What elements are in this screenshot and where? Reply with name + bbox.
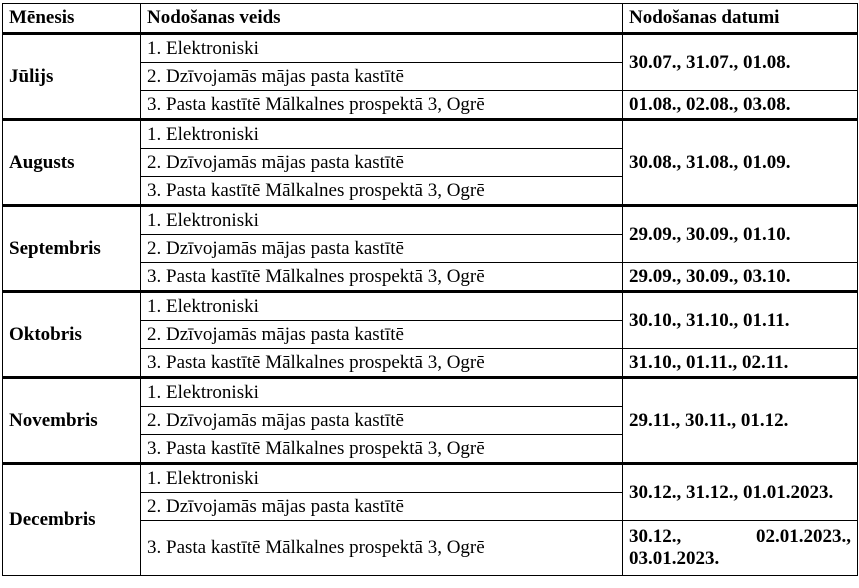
method-electronic: 1. Elektroniski [147,381,259,403]
method-mailbox: 2. Dzīvojamās mājas pasta kastītē [147,409,404,431]
method-electronic: 1. Elektroniski [147,467,259,489]
method-post-box: 3. Pasta kastītē Mālkalnes prospektā 3, Ogrē [147,537,485,558]
dates-cell: 30.08., 31.08., 01.09. [623,120,858,206]
month-cell: Oktobris [3,292,141,378]
table-row [3,464,858,493]
month-cell: Septembris [3,206,141,292]
dates-cell: 01.08., 02.08., 03.08. [623,91,858,120]
dates-text: 30.12., 02.01.2023., 03.01.2023. [629,526,851,569]
method-cell [141,91,623,120]
method-cell [141,407,623,435]
dates-cell [623,521,858,576]
method-electronic: 1. Elektroniski [147,295,259,317]
method-mailbox: 2. Dzīvojamās mājas pasta kastītē [147,495,404,517]
month-cell: Novembris [3,378,141,464]
method-cell [141,120,623,149]
table-row [3,206,858,235]
header-method: Nodošanas veids [141,4,623,34]
method-cell [141,263,623,292]
month-cell: Jūlijs [3,34,141,120]
table-row [3,378,858,407]
dates-cell: 30.12., 31.12., 01.01.2023. [623,464,858,521]
dates-cell: 30.07., 31.07., 01.08. [623,34,858,91]
method-post-box: 3. Pasta kastītē Mālkalnes prospektā 3, Ogrē [147,437,485,459]
method-post-box: 3. Pasta kastītē Mālkalnes prospektā 3, Ogrē [147,351,485,373]
method-post-box: 3. Pasta kastītē Mālkalnes prospektā 3, Ogrē [147,265,485,287]
method-electronic: 1. Elektroniski [147,209,259,231]
method-cell [141,521,623,576]
method-cell [141,378,623,407]
method-cell [141,177,623,206]
dates-cell: 29.09., 30.09., 01.10. [623,206,858,263]
method-cell [141,206,623,235]
method-mailbox: 2. Dzīvojamās mājas pasta kastītē [147,151,404,173]
method-cell [141,493,623,521]
table-row [3,120,858,149]
table-row [3,292,858,321]
method-mailbox: 2. Dzīvojamās mājas pasta kastītē [147,237,404,259]
method-cell [141,349,623,378]
month-cell: Decembris [3,464,141,576]
dates-cell: 29.11., 30.11., 01.12. [623,378,858,464]
header-dates: Nodošanas datumi [623,4,858,34]
method-cell [141,149,623,177]
header-month: Mēnesis [3,4,141,34]
header-row [3,4,858,34]
method-cell [141,235,623,263]
method-post-box: 3. Pasta kastītē Mālkalnes prospektā 3, Ogrē [147,179,485,201]
method-cell [141,321,623,349]
method-electronic: 1. Elektroniski [147,37,259,59]
month-cell: Augusts [3,120,141,206]
submission-schedule-table [2,3,858,576]
dates-cell: 31.10., 01.11., 02.11. [623,349,858,378]
table-row [3,34,858,63]
method-cell [141,63,623,91]
method-cell [141,34,623,63]
method-mailbox: 2. Dzīvojamās mājas pasta kastītē [147,65,404,87]
method-cell [141,435,623,464]
method-cell [141,292,623,321]
method-mailbox: 2. Dzīvojamās mājas pasta kastītē [147,323,404,345]
method-electronic: 1. Elektroniski [147,123,259,145]
dates-cell: 29.09., 30.09., 03.10. [623,263,858,292]
dates-cell: 30.10., 31.10., 01.11. [623,292,858,349]
method-cell [141,464,623,493]
method-post-box: 3. Pasta kastītē Mālkalnes prospektā 3, Ogrē [147,93,485,115]
